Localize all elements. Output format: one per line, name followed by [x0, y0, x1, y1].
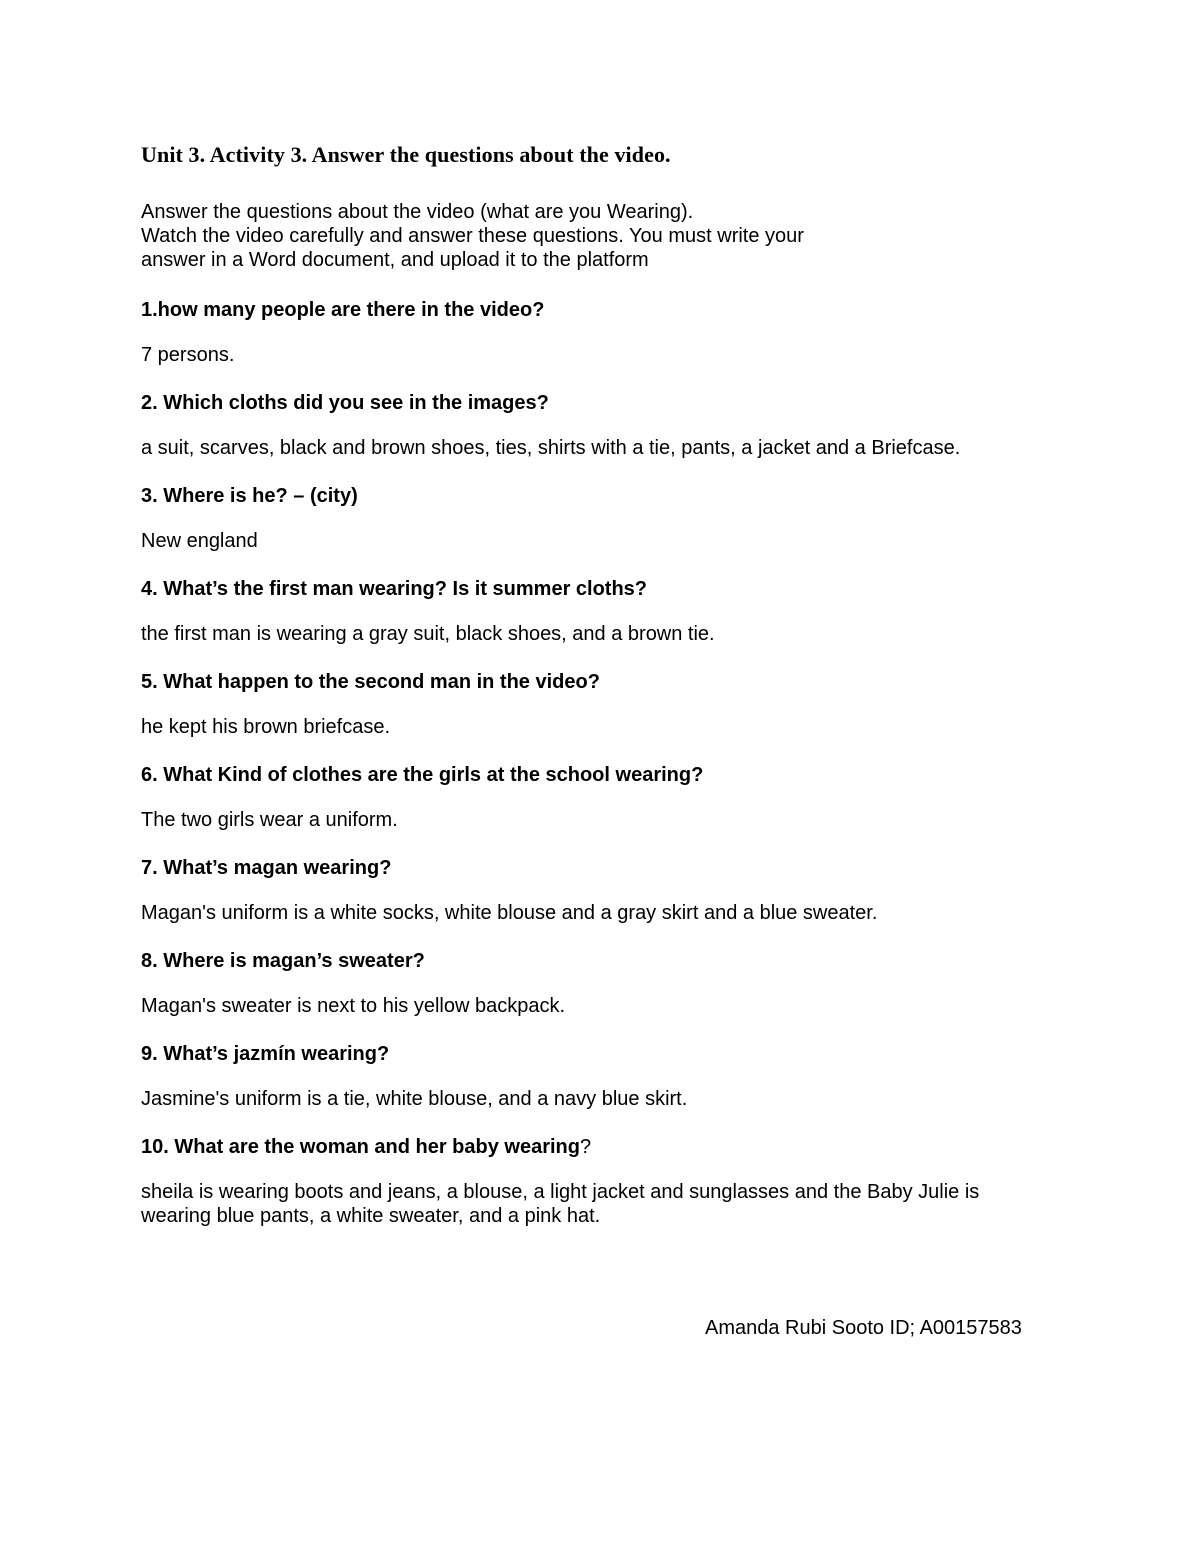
qa-item-1: [141, 297, 1051, 367]
answer: Magan's uniform is a white socks, white blouse and a gray skirt and a blue sweater.: [141, 902, 878, 924]
question-text: 3. Where is he? – (city): [141, 485, 358, 507]
answer: he kept his brown briefcase.: [141, 716, 391, 738]
question-text: 7. What’s magan wearing?: [141, 857, 392, 879]
question-text: 1.how many people are there in the video?: [141, 299, 545, 321]
qa-item-8: [141, 948, 1051, 1018]
qa-item-2: [141, 390, 1051, 460]
answer: the first man is wearing a gray suit, black shoes, and a brown tie.: [141, 623, 715, 645]
document-title: Unit 3. Activity 3. Answer the questions about the video.: [141, 142, 671, 167]
question: [141, 669, 1051, 695]
qa-item-6: [141, 762, 1051, 832]
answer: Jasmine's uniform is a tie, white blouse, and a navy blue skirt.: [141, 1088, 688, 1110]
question-text: 8. Where is magan’s sweater?: [141, 950, 425, 972]
question: [141, 483, 1051, 509]
document-body: [141, 140, 1051, 1251]
qa-item-3: [141, 483, 1051, 553]
question-text: 6. What Kind of clothes are the girls at the school wearing?: [141, 764, 704, 786]
qa-item-10: [141, 1134, 1051, 1228]
answer: 7 persons.: [141, 344, 235, 366]
answer: Magan's sweater is next to his yellow backpack.: [141, 995, 566, 1017]
question: [141, 1134, 1051, 1160]
question-text: 10. What are the woman and her baby wearing: [141, 1136, 580, 1158]
answer: sheila is wearing boots and jeans, a blouse, a light jacket and sunglasses and the Baby Julie is wearing blue pants, a white sweater, and a pink hat.: [141, 1181, 980, 1227]
answer: a suit, scarves, black and brown shoes, ties, shirts with a tie, pants, a jacket and a Briefcase.: [141, 437, 961, 459]
question-text: 5. What happen to the second man in the video?: [141, 671, 600, 693]
qa-item-7: [141, 855, 1051, 925]
instruction-line: Answer the questions about the video (what are you Wearing).: [141, 201, 694, 223]
qa-item-9: [141, 1041, 1051, 1111]
qa-item-4: [141, 576, 1051, 646]
question: [141, 1041, 1051, 1067]
question: [141, 855, 1051, 881]
question-text: 2. Which cloths did you see in the images?: [141, 392, 549, 414]
author-signature: Amanda Rubi Sooto ID; A00157583: [705, 1317, 1022, 1339]
question-tail: ?: [580, 1136, 592, 1158]
question: [141, 297, 1051, 323]
instructions: [141, 200, 1051, 272]
qa-item-5: [141, 669, 1051, 739]
question: [141, 762, 1051, 788]
instruction-line: Watch the video carefully and answer these questions. You must write your: [141, 225, 804, 247]
question: [141, 576, 1051, 602]
instruction-line: answer in a Word document, and upload it to the platform: [141, 249, 649, 271]
question: [141, 390, 1051, 416]
question-text: 4. What’s the first man wearing? Is it summer cloths?: [141, 578, 648, 600]
answer: The two girls wear a uniform.: [141, 809, 398, 831]
answer: New england: [141, 530, 258, 552]
question: [141, 948, 1051, 974]
question-text: 9. What’s jazmín wearing?: [141, 1043, 390, 1065]
